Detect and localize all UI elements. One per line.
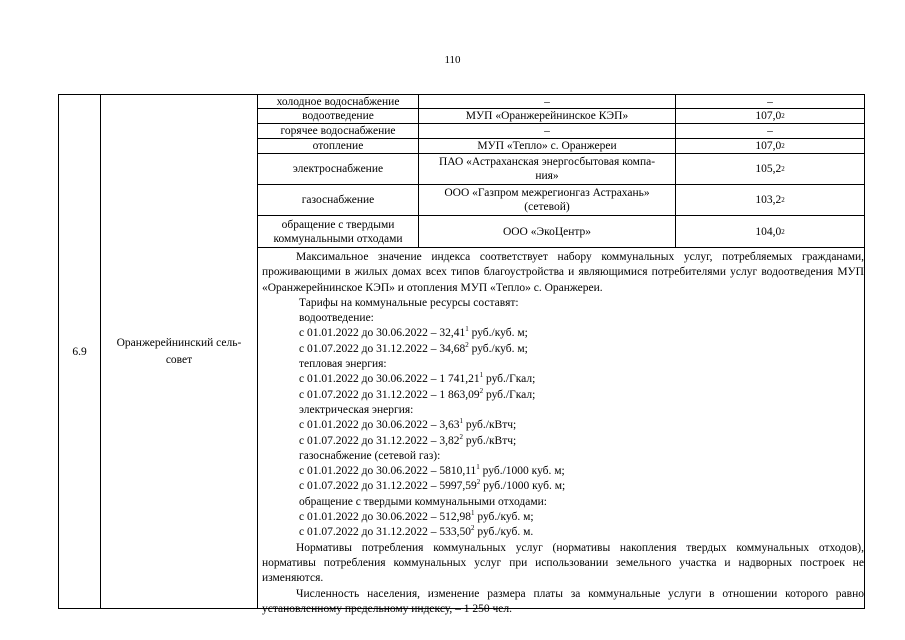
tariff-line: с 01.01.2022 до 30.06.2022 – 5810,11$^1$ руб./1000 куб. м; [299, 463, 565, 478]
tariff-line: с 01.07.2022 до 31.12.2022 – 5997,59$^2$ руб./1000 куб. м; [299, 478, 566, 493]
tariff-line: с 01.07.2022 до 31.12.2022 – 1 863,09$^2$ руб./Гкал; [299, 386, 536, 401]
index-value: 104,0 2 [755, 225, 785, 238]
service-name: водоотведение [302, 110, 374, 122]
tariffs-intro: Тарифы на коммунальные ресурсы составят: [299, 296, 519, 309]
municipality-name: Оранжерейнинский сель- совет [116, 336, 242, 366]
service-name: горячее водоснабжение [280, 125, 396, 137]
tariff-list [262, 311, 864, 540]
index-explanation: Максимальное значение индекса соответствует набору коммунальных услуг, потребляемых гражданами, проживающими в жилых домах всех типов благоустройства и являющимися потребителями услуг водоотведения МУП «Оранжерейнинское КЭП» и отопления МУП «Тепло» с. Оранжереи. [262, 251, 864, 294]
tariff-line: с 01.01.2022 до 30.06.2022 – 1 741,21$^1$ руб./Гкал; [299, 371, 536, 386]
tariff-group-label: обращение с твердыми коммунальными отходами: [299, 495, 547, 508]
service-name: электроснабжение [292, 163, 384, 175]
row-divider [257, 247, 864, 248]
tariff-group-label: тепловая энергия: [299, 358, 387, 371]
row-number: 6.9 [72, 345, 87, 358]
tariff-line: с 01.07.2022 до 31.12.2022 – 3,82$^2$ руб./кВтч; [299, 432, 517, 447]
service-name: отопление [312, 140, 364, 152]
population-paragraph: Численность населения, изменение размера платы за коммунальные услуги в отношении которого равно установленному предельному индексу, – 1 250 чел. [262, 587, 864, 615]
provider-name: МУП «Тепло» с. Оранжереи [477, 140, 617, 152]
page-number: 110 [444, 54, 461, 66]
tariff-line: с 01.07.2022 до 31.12.2022 – 533,50$^2$ руб./куб. м. [299, 524, 534, 539]
provider-name: – [544, 125, 550, 137]
index-value: 107,0 2 [755, 140, 785, 152]
provider-name: ООО «Газпром межрегионгаз Астрахань» (сетевой) [444, 187, 650, 213]
index-value: 107,0 2 [755, 110, 785, 122]
provider-name: – [544, 95, 550, 108]
tariff-line: с 01.01.2022 до 30.06.2022 – 3,63$^1$ руб./кВтч; [299, 417, 517, 432]
service-name: газоснабжение [301, 194, 375, 206]
provider-name: ООО «ЭкоЦентр» [502, 225, 592, 238]
service-name: холодное водоснабжение [276, 95, 400, 108]
norms-paragraph: Нормативы потребления коммунальных услуг (нормативы накопления твердых коммунальных отходов), нормативы потребления коммунальных услуг при использовании земельного участка и надворных построек не изменяются. [262, 541, 864, 585]
tariff-group-label: газоснабжение (сетевой газ): [299, 449, 441, 462]
index-value: 103,2 2 [755, 194, 785, 206]
index-value: – [767, 125, 773, 137]
tariff-group-label: водоотведение: [299, 312, 374, 325]
provider-name: ПАО «Астраханская энергосбытовая компа- ния» [438, 156, 656, 182]
index-value: – [767, 95, 773, 108]
tariff-line: с 01.07.2022 до 31.12.2022 – 34,68$^2$ руб./куб. м; [299, 340, 528, 355]
tariff-line: с 01.01.2022 до 30.06.2022 – 32,41$^1$ руб./куб. м; [299, 325, 528, 340]
index-value: 105,2 2 [755, 163, 785, 175]
tariff-group-label: электрическая энергия: [299, 403, 414, 416]
tariff-line: с 01.01.2022 до 30.06.2022 – 512,98$^1$ руб./куб. м; [299, 509, 534, 524]
service-name: обращение с твердыми коммунальными отходами [273, 218, 403, 245]
provider-name: МУП «Оранжерейнинское КЭП» [465, 110, 629, 122]
description-text [262, 250, 864, 617]
